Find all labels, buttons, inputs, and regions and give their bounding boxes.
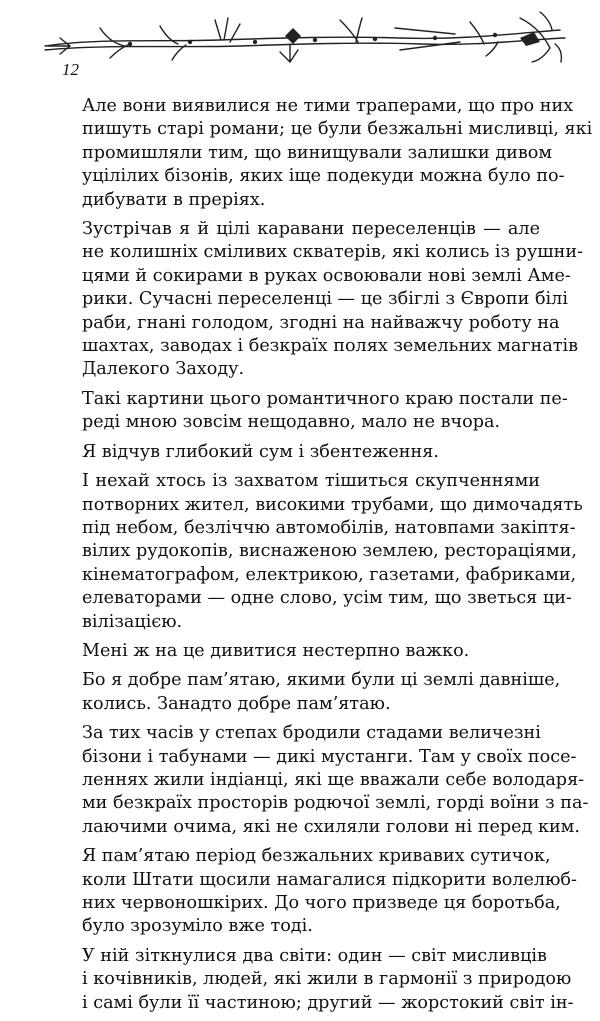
text-line: Такі картини цього романтичного краю постали пе- xyxy=(82,388,568,409)
paragraph-4 xyxy=(62,441,540,464)
text-line: пишуть старі романи; це були безжальні мисливці, які xyxy=(82,119,593,140)
paragraph-5 xyxy=(62,470,583,634)
text-line: Мені ж на це дивитися нестерпно важко. xyxy=(82,640,470,661)
text-line: дибувати в преріях. xyxy=(82,189,266,210)
text-line: реді мною зовсім нещодавно, мало не вчора. xyxy=(82,412,501,433)
text-line: було зрозуміло вже тоді. xyxy=(82,916,313,937)
text-line: шахтах, заводах і безкраїх полях земельних магнатів xyxy=(82,336,579,357)
text-line: І нехай хтось із захватом тішиться скупченнями xyxy=(82,471,540,492)
text-line: вілих рудокопів, виснаженою землею, рестораціями, xyxy=(82,541,577,562)
text-line: уцілілих бізонів, яких іще подекуди можна було по- xyxy=(82,166,565,187)
text-line: цями й сокирами в руках освоювали нові землі Аме- xyxy=(82,265,571,286)
text-line: і кочівників, людей, які жили в гармонії з природою xyxy=(82,969,572,990)
body-text xyxy=(62,95,593,1021)
text-line: За тих часів у степах бродили стадами величезні xyxy=(82,723,541,744)
paragraph-9 xyxy=(62,845,577,939)
paragraph-6 xyxy=(62,640,540,663)
text-line: під небом, безліччю автомобілів, натовпами закіптя- xyxy=(82,517,576,538)
text-line: коли Штати щосили намагалися підкорити волелюб- xyxy=(82,869,577,890)
paragraph-1 xyxy=(62,95,593,212)
paragraph-8 xyxy=(62,722,589,839)
text-line: Зустрічав я й цілі каравани переселенців — але xyxy=(82,219,540,240)
paragraph-7 xyxy=(62,669,561,716)
text-line: елеваторами — одне слово, усім тим, що зветься ци- xyxy=(82,588,572,609)
text-line: раби, гнані голодом, згодні на найважчу роботу на xyxy=(82,312,560,333)
text-line: Я відчув глибокий сум і збентеження. xyxy=(82,441,439,462)
text-line: потворних жител, високими трубами, що димочадять xyxy=(82,494,583,515)
text-line: колись. Занадто добре пам’ятаю. xyxy=(82,693,391,714)
text-line: Я пам’ятаю період безжальних кривавих сутичок, xyxy=(82,846,551,867)
decorative-header-ornament xyxy=(40,8,570,68)
text-line: лаючими очима, які не схиляли голови ні перед ким. xyxy=(82,816,580,837)
text-line: Далекого Заходу. xyxy=(82,359,245,380)
text-line: не колишніх сміливих скватерів, які колись із рушни- xyxy=(82,242,584,263)
text-line: леннях жили індіанці, які ще вважали себе володаря- xyxy=(82,769,585,790)
text-line: вілізацією. xyxy=(82,611,183,632)
text-line: Але вони виявилися не тими траперами, що про них xyxy=(82,96,574,116)
text-line: рики. Сучасні переселенці — це збіглі з Європи білі xyxy=(82,289,568,310)
paragraph-3 xyxy=(62,388,568,435)
text-line: кінематографом, електрикою, газетами, фабриками, xyxy=(82,564,577,585)
paragraph-2 xyxy=(62,218,584,382)
text-line: Бо я добре пам’ятаю, якими були ці землі давніше, xyxy=(82,670,561,691)
text-line: У ній зіткнулися два світи: один — світ мисливців xyxy=(82,945,547,966)
text-line: бізони і табунами — дикі мустанги. Там у своїх посе- xyxy=(82,746,577,767)
text-line: них червоношкірих. До чого призведе ця боротьба, xyxy=(82,893,561,913)
text-line: і самі були її частиною; другий — жорстокий світ ін- xyxy=(82,992,574,1013)
page-number: 12 xyxy=(62,60,79,79)
text-line: промишляли тим, що винищували залишки дивом xyxy=(82,142,553,163)
paragraph-10 xyxy=(62,945,574,1015)
text-line: ми безкраїх просторів родючої землі, горді воїни з па- xyxy=(82,793,589,814)
